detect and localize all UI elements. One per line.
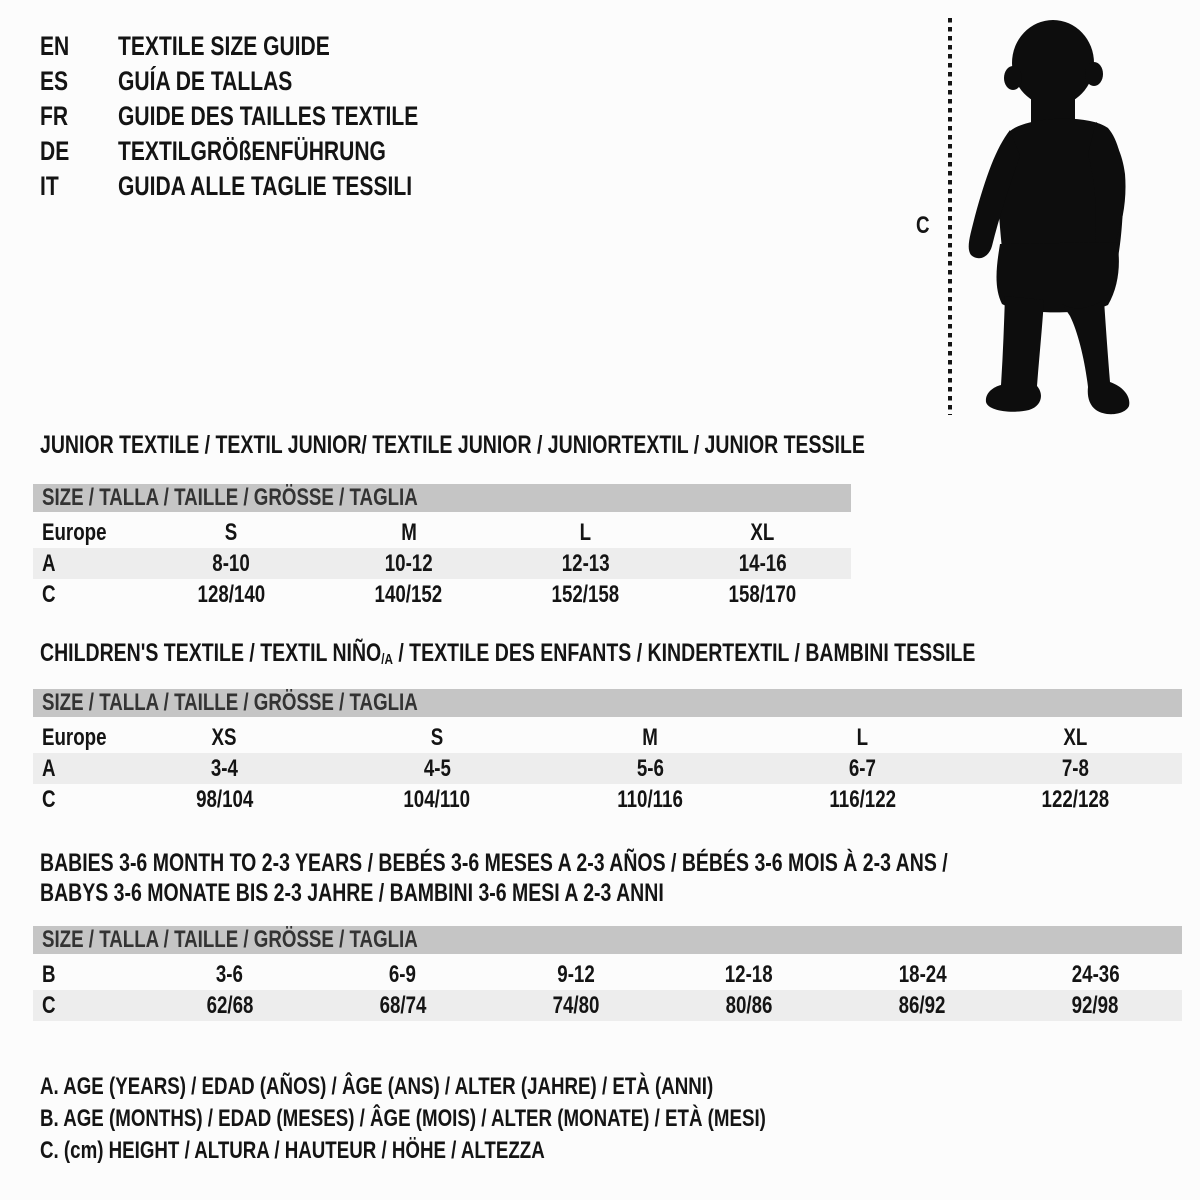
age-months-cell: 6-9 (389, 960, 417, 988)
guide-title: TEXTILE SIZE GUIDE (118, 31, 330, 61)
babies-table (33, 959, 1182, 1021)
nino-a-subscript: /A (381, 651, 393, 668)
size-cell: XL (750, 518, 775, 546)
height-cell: 140/152 (374, 580, 443, 608)
size-cell: M (400, 518, 417, 546)
size-cell: XS (211, 723, 237, 751)
guide-title: GUÍA DE TALLAS (118, 66, 293, 96)
age-cell: 7-8 (1062, 754, 1090, 782)
size-cell: M (642, 723, 658, 751)
size-cell: S (430, 723, 444, 751)
row-label: C (42, 580, 56, 608)
age-months-cell: 9-12 (557, 960, 595, 988)
children-table-title: CHILDREN'S TEXTILE / TEXTIL $NIÑO_{/A}$ / TEXTILE DES ENFANTS / KINDERTEXTIL / BAMBINI TESSILE (40, 639, 976, 668)
height-cell: 110/116 (617, 785, 683, 813)
age-cell: 10-12 (384, 549, 433, 577)
row-label: C (42, 991, 56, 1019)
language-row (40, 134, 503, 169)
height-cell: 128/140 (197, 580, 266, 608)
age-months-cell: 18-24 (898, 960, 947, 988)
language-row (40, 29, 503, 64)
guide-title: GUIDA ALLE TAGLIE TESSILI (118, 171, 413, 201)
height-cell: 104/110 (403, 785, 471, 813)
size-cell: L (857, 723, 869, 751)
children-size-header-band: SIZE / TALLA / TAILLE / GRÖSSE / TAGLIA (33, 689, 1182, 717)
height-cell: 98/104 (195, 785, 254, 813)
size-cell: S (225, 518, 238, 546)
height-cell: 92/98 (1072, 991, 1119, 1019)
language-title-list (40, 29, 503, 204)
age-cell: 3-4 (210, 754, 238, 782)
table-row (33, 548, 851, 579)
legend-line-b: B. AGE (MONTHS) / EDAD (MESES) / ÂGE (MOIS) / ALTER (MONATE) / ETÀ (MESI) (40, 1105, 766, 1132)
table-row (33, 959, 1182, 990)
size-cell: L (579, 518, 592, 546)
table-row (33, 517, 851, 548)
age-cell: 4-5 (423, 754, 451, 782)
babies-table-title-line2: BABYS 3-6 MONATE BIS 2-3 JAHRE / BAMBINI 3-6 MESI A 2-3 ANNI (40, 879, 664, 907)
height-cell: 86/92 (898, 991, 946, 1019)
age-cell: 12-13 (561, 549, 610, 577)
height-measure-label: C (916, 212, 930, 239)
guide-title: TEXTILGRÖßENFÜHRUNG (118, 136, 386, 166)
table-row (33, 579, 851, 610)
row-label: C (42, 785, 56, 813)
row-label: Europe (42, 518, 107, 546)
row-label: Europe (42, 723, 107, 751)
language-code: IT (40, 171, 59, 201)
legend-line-a: A. AGE (YEARS) / EDAD (AÑOS) / ÂGE (ANS) / ALTER (JAHRE) / ETÀ (ANNI) (40, 1073, 714, 1100)
language-row (40, 99, 503, 134)
height-cell: 68/74 (379, 991, 427, 1019)
language-code: FR (40, 101, 69, 131)
babies-size-header-band: SIZE / TALLA / TAILLE / GRÖSSE / TAGLIA (33, 926, 1182, 954)
guide-title: GUIDE DES TAILLES TEXTILE (118, 101, 419, 131)
height-measure-dashed-line (948, 18, 952, 415)
age-months-cell: 3-6 (216, 960, 244, 988)
junior-table (33, 517, 851, 610)
age-months-cell: 24-36 (1071, 960, 1120, 988)
height-cell: 62/68 (206, 991, 254, 1019)
table-row (33, 722, 1182, 753)
legend-line-c: C. (cm) HEIGHT / ALTURA / HAUTEUR / HÖHE / ALTEZZA (40, 1137, 545, 1164)
babies-table-title-line1: BABIES 3-6 MONTH TO 2-3 YEARS / BEBÉS 3-6 MESES A 2-3 AÑOS / BÉBÉS 3-6 MOIS À 2-3 ANS / (40, 849, 948, 877)
table-row (33, 753, 1182, 784)
size-cell: XL (1063, 723, 1088, 751)
table-row (33, 784, 1182, 815)
toddler-silhouette-icon (958, 16, 1133, 416)
age-cell: 6-7 (849, 754, 877, 782)
language-code: EN (40, 31, 70, 61)
age-months-cell: 12-18 (725, 960, 774, 988)
row-label: B (42, 960, 56, 988)
row-label: A (42, 549, 56, 577)
height-cell: 116/122 (829, 785, 897, 813)
language-row (40, 169, 503, 204)
children-table (33, 722, 1182, 815)
height-cell: 74/80 (552, 991, 600, 1019)
language-row (40, 64, 503, 99)
junior-table-title: JUNIOR TEXTILE / TEXTIL JUNIOR/ TEXTILE JUNIOR / JUNIORTEXTIL / JUNIOR TESSILE (40, 431, 865, 459)
age-cell: 8-10 (212, 549, 251, 577)
height-cell: 158/170 (728, 580, 797, 608)
junior-size-header-band: SIZE / TALLA / TAILLE / GRÖSSE / TAGLIA (33, 484, 851, 512)
language-code: DE (40, 136, 70, 166)
height-cell: 122/128 (1041, 785, 1110, 813)
age-cell: 5-6 (636, 754, 664, 782)
age-cell: 14-16 (738, 549, 787, 577)
language-code: ES (40, 66, 69, 96)
table-row (33, 990, 1182, 1021)
height-cell: 152/158 (551, 580, 620, 608)
measure-legend (40, 1071, 971, 1167)
height-cell: 80/86 (725, 991, 773, 1019)
row-label: A (42, 754, 56, 782)
